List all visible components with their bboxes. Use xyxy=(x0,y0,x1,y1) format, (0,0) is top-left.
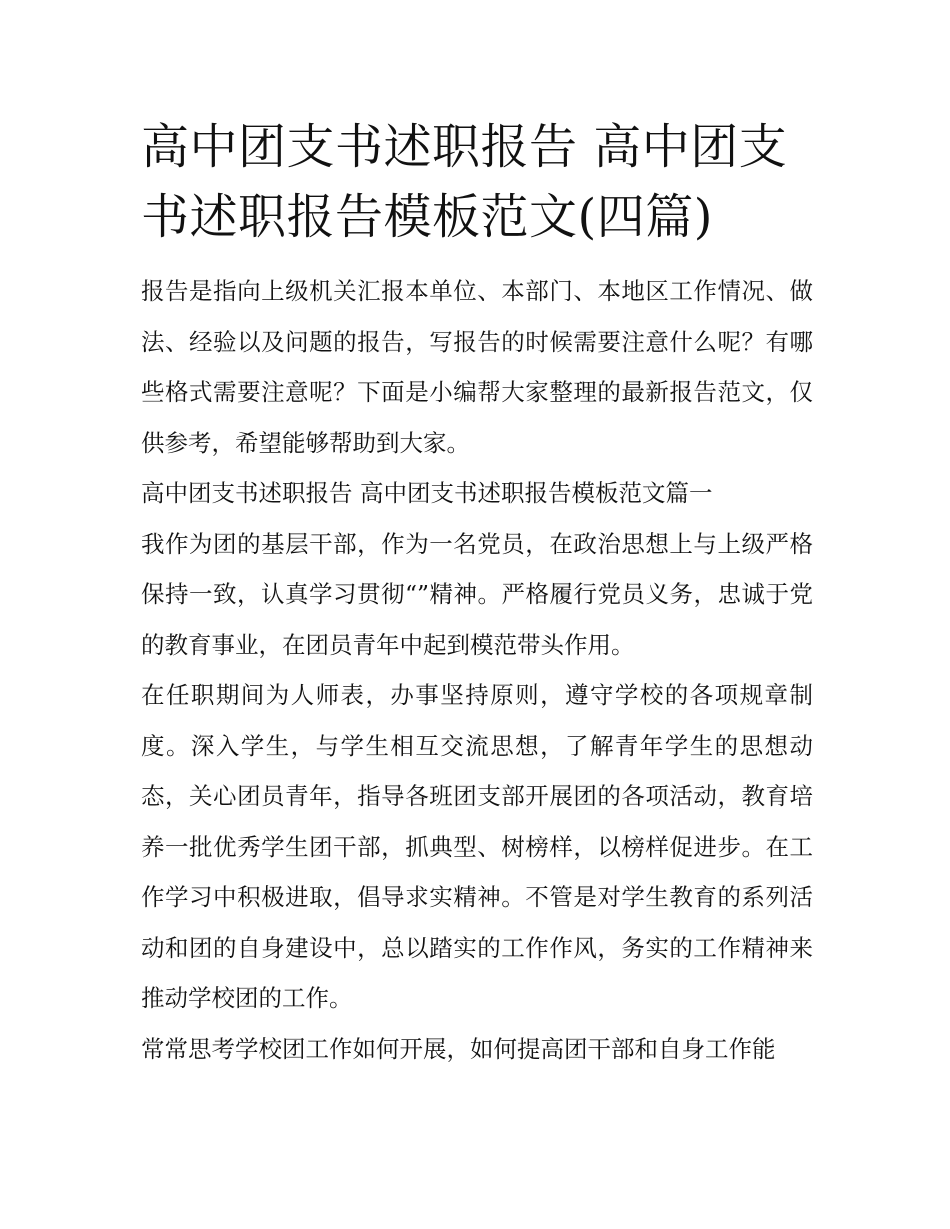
paragraph-intro: 报告是指向上级机关汇报本单位、本部门、本地区工作情况、做法、经验以及问题的报告，写报告的时候需要注意什么呢？有哪些格式需要注意呢？下面是小编帮大家整理的最新报告范文，仅供参考，希望能够帮助到大家。 xyxy=(141,277,813,457)
paragraph: 常常思考学校团工作如何开展，如何提高团干部和自身工作能 xyxy=(141,1034,776,1063)
document-page xyxy=(141,112,813,1074)
paragraph: 我作为团的基层干部，作为一名党员，在政治思想上与上级严格保持一致，认真学习贯彻“”精神。严格履行党员义务，忠诚于党的教育事业，在团员青年中起到模范带头作用。 xyxy=(141,529,813,659)
paragraph: 在任职期间为人师表，办事坚持原则，遵守学校的各项规章制度。深入学生，与学生相互交流思想，了解青年学生的思想动态，关心团员青年，指导各班团支部开展团的各项活动，教育培养一批优秀学生团干部，抓典型、树榜样，以榜样促进步。在工作学习中积极进取，倡导求实精神。不管是对学生教育的系列活动和团的自身建设中，总以踏实的工作作风，务实的工作精神来推动学校团的工作。 xyxy=(141,681,813,1012)
section-heading: 高中团支书述职报告 高中团支书述职报告模板范文篇一 xyxy=(141,479,713,507)
document-body xyxy=(141,266,813,1074)
document-title: 高中团支书述职报告 高中团支书述职报告模板范文(四篇) xyxy=(141,119,788,245)
